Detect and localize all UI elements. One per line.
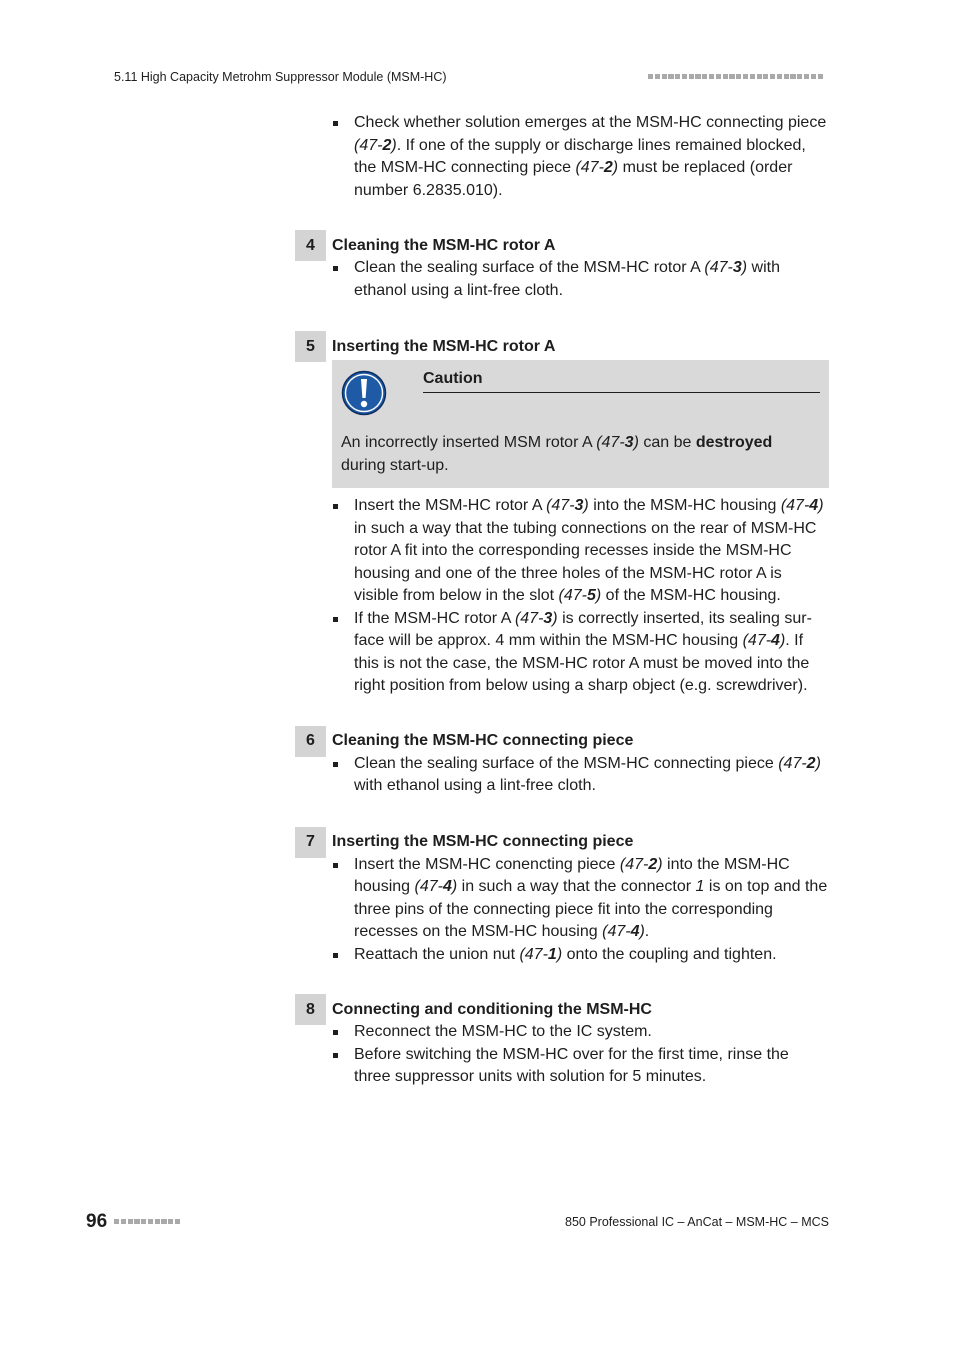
intro-bullet-list — [295, 112, 829, 202]
step-number: 4 — [295, 230, 326, 261]
step-title: Inserting the MSM-HC connecting piece — [332, 833, 634, 850]
figure-reference: (47-2) — [354, 136, 397, 154]
list-item: Check whether solution emerges at the MSM-HC connecting piece (47-2). If one of the supply or discharge lines remained blocked, the MSM-HC connecting piece (47-2) must be replaced (order number 6.2835.010). — [295, 112, 829, 202]
step-number: 6 — [295, 726, 326, 757]
step-number: 5 — [295, 331, 326, 362]
step-title: Cleaning the MSM-HC connecting piece — [332, 732, 634, 749]
step-5 — [295, 331, 829, 698]
header-dot-rule — [648, 74, 823, 79]
list-item: Insert the MSM-HC conencting piece (47-2) into the MSM-HC housing (47-4) in such a way that the connector 1 is on top and the three pins of the connecting piece fit into the corresponding recesses on the MSM-HC housing (47-4). — [295, 854, 829, 944]
figure-reference: (47-3) — [546, 497, 589, 514]
list-item: Clean the sealing surface of the MSM-HC connecting piece (47-2) with ethanol using a lint-free cloth. — [295, 753, 829, 798]
footer-dot-rule — [114, 1219, 180, 1224]
document-title: 850 Professional IC – AnCat – MSM-HC – MCS — [565, 1215, 829, 1229]
figure-reference: (47-2) — [575, 159, 619, 176]
figure-reference: (47-2) — [619, 855, 663, 873]
figure-reference: (47-1) — [519, 945, 563, 963]
running-header: 5.11 High Capacity Metrohm Suppressor Module (MSM-HC) — [114, 70, 447, 84]
step-number: 7 — [295, 827, 326, 858]
step-number: 8 — [295, 994, 326, 1025]
figure-reference: (47-4) — [780, 497, 824, 514]
exclamation-circle-icon — [341, 370, 387, 416]
caution-label: Caution — [423, 370, 483, 387]
step-title: Connecting and conditioning the MSM-HC — [332, 1000, 652, 1018]
list-item: Reconnect the MSM-HC to the IC system. — [295, 1021, 829, 1044]
figure-reference: (47-4) — [742, 632, 786, 649]
list-item: Clean the sealing surface of the MSM-HC rotor A (47-3) with ethanol using a lint-free cloth. — [295, 257, 829, 302]
caution-box — [332, 360, 829, 488]
list-item: Insert the MSM-HC rotor A (47-3) into the MSM-HC housing (47-4) in such a way that the tubing connections on the rear of MSM-HC rotor A fit into the corresponding recesses inside the MSM-HC housing and one of the three holes of the MSM-HC rotor A is visible from below in the slot (47-5) of the MSM-HC housing. — [295, 495, 829, 608]
figure-reference: (47-3) — [596, 434, 639, 451]
figure-reference: (47-3) — [704, 259, 748, 276]
caution-text: An incorrectly inserted MSM rotor A (47-3) can be destroyed during start-up. — [341, 434, 773, 474]
step-4 — [295, 230, 829, 302]
figure-reference: (47-4) — [414, 878, 458, 895]
list-item: If the MSM-HC rotor A (47-3) is correctly inserted, its sealing sur-face will be approx. 4 mm within the MSM-HC housing (47-4). If this is not the case, the MSM-HC rotor A must be moved into the right position from below using a sharp object (e.g. screwdriver). — [295, 608, 829, 698]
step-title: Inserting the MSM-HC rotor A — [332, 337, 556, 355]
figure-reference: (47-4) — [602, 923, 645, 940]
list-item: Reattach the union nut (47-1) onto the coupling and tighten. — [295, 944, 829, 967]
step-8 — [295, 994, 829, 1089]
emphasis: destroyed — [695, 434, 773, 451]
page-number: 96 — [86, 1211, 108, 1232]
step-6 — [295, 726, 829, 798]
page-content — [295, 112, 829, 1089]
list-item: Before switching the MSM-HC over for the first time, rinse the three suppressor units with solution for 5 minutes. — [295, 1044, 829, 1089]
step-7 — [295, 827, 829, 967]
figure-reference: (47-2) — [778, 754, 821, 772]
figure-reference: (47-3) — [514, 609, 558, 627]
step-title: Cleaning the MSM-HC rotor A — [332, 236, 556, 254]
figure-reference: (47-5) — [558, 587, 602, 604]
